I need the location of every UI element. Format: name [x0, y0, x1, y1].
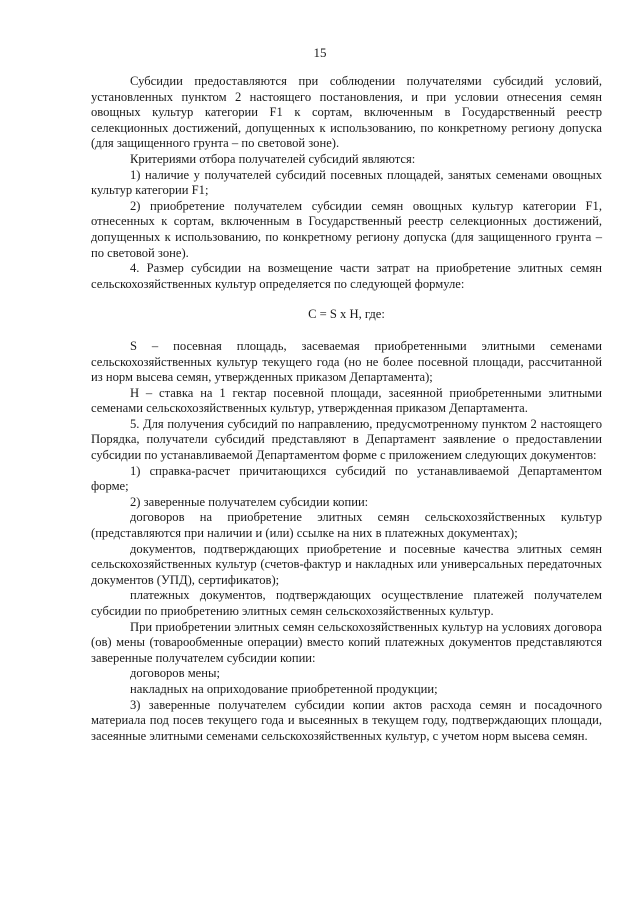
- paragraph-purchase-contracts: договоров на приобретение элитных семян сельскохозяйственных культур (представляются при наличии и (или) ссылке на них в платежных документах);: [91, 510, 602, 541]
- formula: С = S х Н, где:: [308, 307, 385, 322]
- paragraph-item-4-subsidy-size: 4. Размер субсидии на возмещение части затрат на приобретение элитных семян сельскохозяйственных культур определяется по следующей формуле:: [91, 261, 602, 291]
- paragraph-criterion-1: 1) наличие у получателей субсидий посевных площадей, занятых семенами овощных культур категории F1;: [91, 167, 602, 198]
- paragraph-definition-s: S – посевная площадь, засеваемая приобретенными элитными семенами сельскохозяйственных культур текущего года (но не более посевной площади, рассчитанной из норм высева семян, утвержденных приказом Департамента);: [91, 338, 602, 385]
- paragraph-definition-h: Н – ставка на 1 гектар посевной площади, засеянной приобретенными элитными семенами сельскохозяйственных культур, утвержденная приказом Департамента.: [91, 385, 602, 416]
- paragraph-receipt-invoices: накладных на оприходование приобретенной продукции;: [130, 681, 438, 696]
- paragraph-document-1: 1) справка-расчет причитающихся субсидий по устанавливаемой Департаментом форме;: [91, 463, 602, 494]
- paragraph-barter-terms: При приобретении элитных семян сельскохозяйственных культур на условиях договора (ов) мены (товарообменные операции) вместо копий платежных документов представляются заверенные получателем субсидии копии:: [91, 619, 602, 665]
- paragraph-selection-criteria: Критериями отбора получателей субсидий являются:: [130, 151, 416, 166]
- paragraph-purchase-documents: документов, подтверждающих приобретение и посевные качества элитных семян сельскохозяйственных культур (счетов-фактур и накладных или универсальных передаточных документов (УПД), сертификатов);: [91, 541, 602, 587]
- page-number: 15: [313, 45, 327, 60]
- paragraph-subsidy-conditions: Субсидии предоставляются при соблюдении получателями субсидий условий, установленных пунктом 2 настоящего постановления, и при условии отнесения семян овощных культур категории F1 к сортам, включенным в Государственный реестр селекционных достижений, допущенных к использованию, по конкретному региону допуска (для защищенного грунта – по световой зоне).: [91, 74, 602, 151]
- paragraph-document-2: 2) заверенные получателем субсидии копии:: [130, 494, 369, 509]
- paragraph-item-5-application: 5. Для получения субсидий по направлению, предусмотренному пунктом 2 настоящего Порядка, получатели субсидий представляют в Департамент заявление о предоставлении субсидии по устанавливаемой Департаментом форме с приложением следующих документов:: [91, 416, 602, 463]
- paragraph-payment-documents: платежных документов, подтверждающих осуществление платежей получателем субсидии по приобретению элитных семян сельскохозяйственных культур.: [91, 588, 602, 618]
- paragraph-barter-contracts: договоров мены;: [130, 666, 220, 681]
- document-body: [91, 74, 602, 744]
- paragraph-criterion-2: 2) приобретение получателем субсидии семян овощных культур категории F1, отнесенных к сортам, включенным в Государственный реестр селекционных достижений, допущенных к использованию, по конкретному региону допуска (для защищенного грунта – по световой зоне).: [91, 198, 602, 260]
- paragraph-document-3: 3) заверенные получателем субсидии копии актов расхода семян и посадочного материала под посев текущего года и высеянных в текущем году, подтверждающих площади, засеянные элитными семенами сельскохозяйственных культур, с учетом норм высева семян.: [91, 697, 602, 743]
